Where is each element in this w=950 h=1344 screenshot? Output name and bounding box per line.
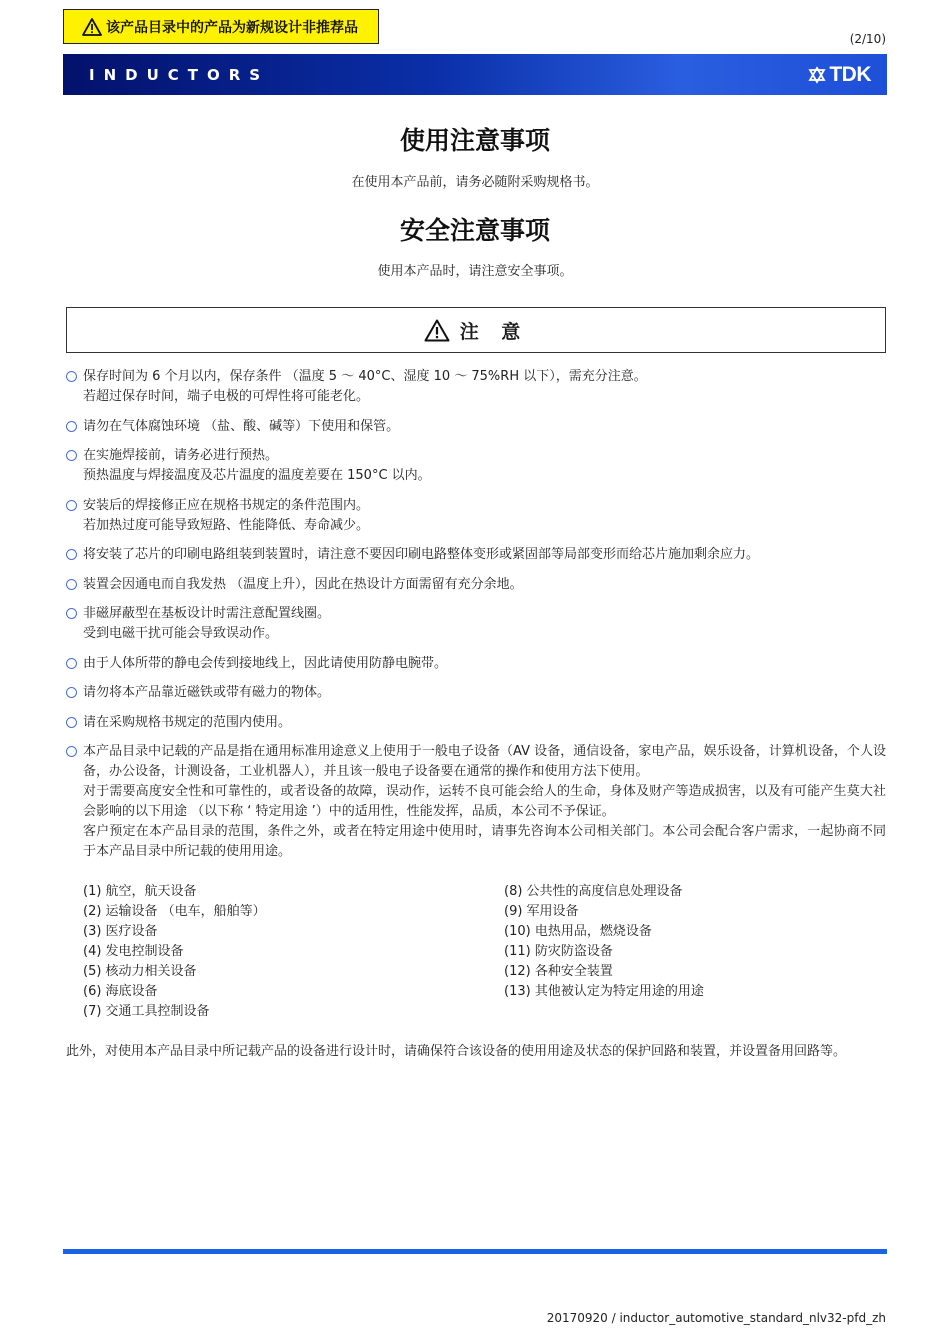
list-item: 将安装了芯片的印刷电路组装到装置时，请注意不要因印刷电路整体变形或紧固部等局部变形而给芯片施加剩余应力。 (66, 545, 886, 565)
page-number: (2/10) (849, 32, 886, 46)
document-footer: 20170920 / inductor_automotive_standard_nlv32-pfd_zh (546, 1311, 886, 1325)
list-item: (2) 运输设备 （电车，船舶等） (83, 904, 266, 919)
circle-bullet-icon (66, 421, 77, 432)
circle-bullet-icon (66, 579, 77, 590)
safety-precautions-text: 使用本产品时，请注意安全事项。 (377, 264, 573, 279)
warning-triangle-icon (424, 319, 450, 342)
circle-bullet-icon (66, 371, 77, 382)
usage-precautions-text: 在使用本产品前，请务必随附采购规格书。 (351, 175, 599, 190)
list-item: 请勿将本产品靠近磁铁或带有磁力的物体。 (66, 683, 886, 703)
list-item: 本产品目录中记载的产品是指在通用标准用途意义上使用于一般电子设备（AV 设备，通信设备，家电产品，娱乐设备，计算机设备，个人设备，办公设备，计测设备，工业机器人），并且该一般电子设备要在通常的操作和使用方法下使用。 对于需要高度安全性和可靠性的，或者设备的故障，误动作，运转不良可能会给人的生命，身体及财产等造成损害，以及有可能产生莫大社会影响的以下用途 （以下称 ‘ 特定用途 ’）中的适用性，性能发挥，品质，本公司不予保证。 客户预定在本产品目录的范围，条件之外，或者在特定用途中使用时，请事先咨询本公司相关部门。本公司会配合客户需求，一起协商不同于本产品目录中所记载的使用用途。 (66, 742, 886, 862)
list-item: 非磁屏蔽型在基板设计时需注意配置线圈。 受到电磁干扰可能会导致误动作。 (66, 604, 886, 644)
circle-bullet-icon (66, 450, 77, 461)
circle-bullet-icon (66, 658, 77, 669)
specific-uses-left-column (83, 882, 266, 1022)
product-category: INDUCTORS (89, 65, 270, 84)
list-item: (9) 军用设备 (504, 904, 579, 919)
circle-bullet-icon (66, 687, 77, 698)
list-item: 在实施焊接前，请务必进行预热。 预热温度与焊接温度及芯片温度的温度差要在 150°C 以内。 (66, 446, 886, 486)
caution-title: 注 意 (459, 320, 529, 343)
list-item: 装置会因通电而自我发热 （温度上升），因此在热设计方面需留有充分余地。 (66, 575, 886, 595)
bottom-divider (63, 1249, 887, 1254)
not-recommended-banner (63, 9, 379, 44)
warning-triangle-icon (82, 18, 102, 36)
circle-bullet-icon (66, 717, 77, 728)
header-bar (63, 54, 887, 95)
precaution-list (66, 367, 886, 872)
list-item: 请在采购规格书规定的范围内使用。 (66, 713, 886, 733)
list-item: (13) 其他被认定为特定用途的用途 (504, 984, 704, 999)
circle-bullet-icon (66, 549, 77, 560)
caution-box (66, 307, 886, 353)
banner-text: 该产品目录中的产品为新规设计非推荐品 (106, 19, 358, 36)
brand-logo (807, 63, 871, 87)
list-item: (11) 防灾防盗设备 (504, 944, 613, 959)
list-item: (7) 交通工具控制设备 (83, 1004, 210, 1019)
list-item: (3) 医疗设备 (83, 924, 158, 939)
circle-bullet-icon (66, 608, 77, 619)
safety-precautions-title: 安全注意事项 (399, 216, 550, 245)
closing-note: 此外，对使用本产品目录中所记载产品的设备进行设计时，请确保符合该设备的使用用途及状态的保护回路和装置，并设置备用回路等。 (66, 1044, 847, 1059)
list-item: 安装后的焊接修正应在规格书规定的条件范围内。 若加热过度可能导致短路、性能降低、寿命减少。 (66, 496, 886, 536)
circle-bullet-icon (66, 500, 77, 511)
tdk-logo-icon (807, 66, 827, 84)
circle-bullet-icon (66, 746, 77, 757)
list-item: (5) 核动力相关设备 (83, 964, 197, 979)
list-item: (10) 电热用品，燃烧设备 (504, 924, 652, 939)
brand-name: TDK (829, 62, 871, 86)
list-item: (8) 公共性的高度信息处理设备 (504, 884, 683, 899)
list-item: (1) 航空，航天设备 (83, 884, 197, 899)
list-item: 请勿在气体腐蚀环境 （盐、酸、碱等）下使用和保管。 (66, 417, 886, 437)
list-item: 由于人体所带的静电会传到接地线上，因此请使用防静电腕带。 (66, 654, 886, 674)
list-item: (4) 发电控制设备 (83, 944, 184, 959)
list-item: 保存时间为 6 个月以内，保存条件 （温度 5 ～ 40°C、湿度 10 ～ 75%RH 以下），需充分注意。 若超过保存时间，端子电极的可焊性将可能老化。 (66, 367, 886, 407)
list-item: (12) 各种安全装置 (504, 964, 613, 979)
list-item: (6) 海底设备 (83, 984, 158, 999)
usage-precautions-title: 使用注意事项 (399, 126, 550, 155)
specific-uses-right-column (504, 882, 704, 1002)
